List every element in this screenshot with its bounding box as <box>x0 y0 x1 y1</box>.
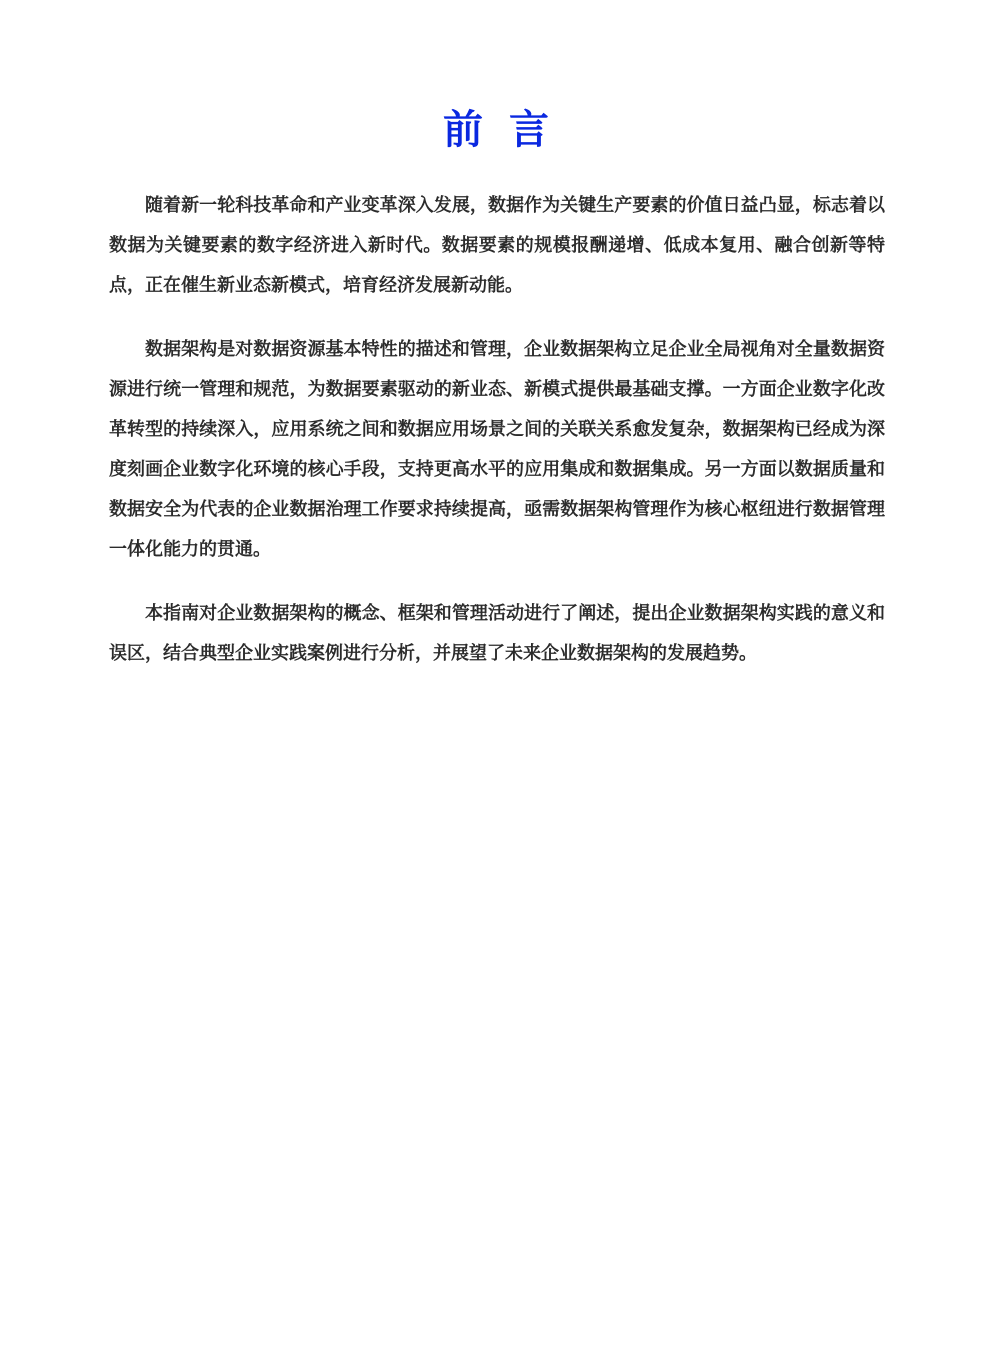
paragraph-3: 本指南对企业数据架构的概念、框架和管理活动进行了阐述，提出企业数据架构实践的意义和误区，结合典型企业实践案例进行分析，并展望了未来企业数据架构的发展趋势。 <box>109 603 885 664</box>
paragraph-1: 随着新一轮科技革命和产业变革深入发展，数据作为关键生产要素的价值日益凸显，标志着以数据为关键要素的数字经济进入新时代。数据要素的规模报酬递增、低成本复用、融合创新等特点，正在催生新业态新模式，培育经济发展新动能。 <box>109 195 885 296</box>
paragraph-2: 数据架构是对数据资源基本特性的描述和管理，企业数据架构立足企业全局视角对全量数据资源进行统一管理和规范，为数据要素驱动的新业态、新模式提供最基础支撑。一方面企业数字化改革转型的持续深入，应用系统之间和数据应用场景之间的关联关系愈发复杂，数据架构已经成为深度刻画企业数字化环境的核心手段，支持更高水平的应用集成和数据集成。另一方面以数据质量和数据安全为代表的企业数据治理工作要求持续提高，亟需数据架构管理作为核心枢纽进行数据管理一体化能力的贯通。 <box>109 339 885 560</box>
page-title: 前言 <box>443 107 575 153</box>
document-body <box>109 186 885 698</box>
